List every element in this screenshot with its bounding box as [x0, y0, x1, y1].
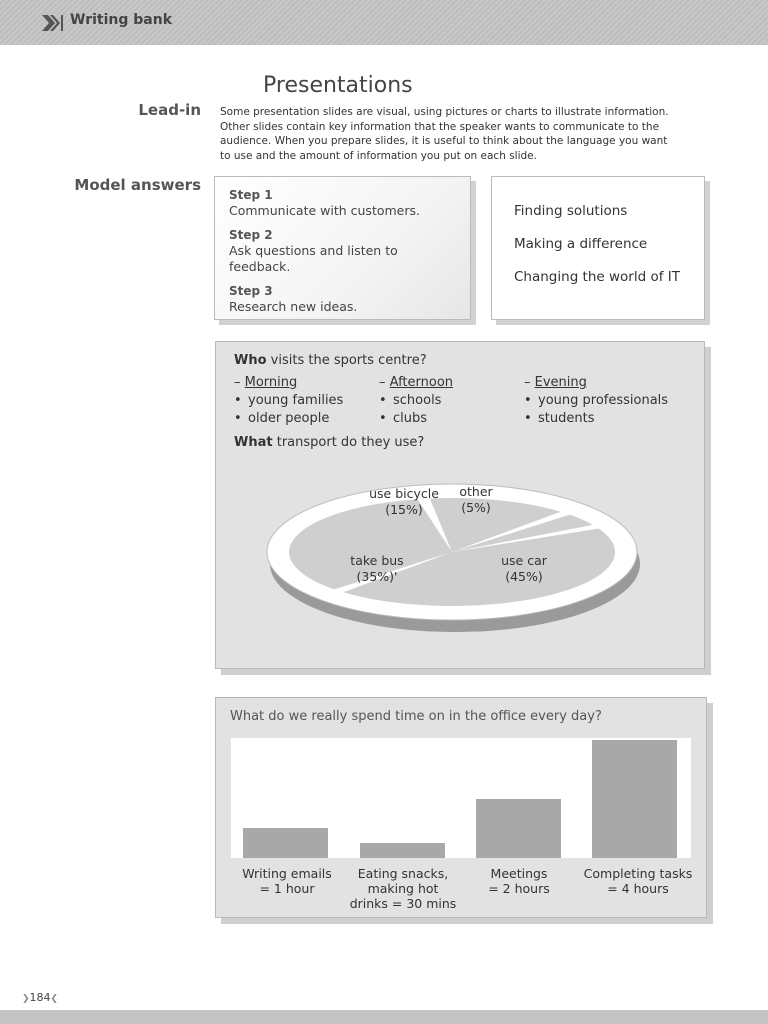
slide-title-item: Finding solutions [514, 203, 628, 219]
step-item [229, 283, 456, 315]
page-title: Presentations [263, 73, 413, 98]
bar-label: Eating snacks, making hot drinks = 30 mins [349, 866, 457, 911]
section-title: Writing bank [70, 12, 172, 28]
bar-label: Completing tasks = 4 hours [583, 866, 693, 896]
column-heading: Evening [534, 375, 587, 390]
column-heading: Morning [244, 375, 298, 390]
transport-pie-chart [262, 470, 662, 650]
bar-3 [476, 799, 561, 858]
who-question [234, 353, 427, 368]
pie-label-bus: take bus (35%)' [350, 553, 404, 584]
evening-column: – Evening • young professionals • students [524, 374, 668, 428]
list-item: • older people [234, 410, 343, 428]
office-time-slide [215, 697, 707, 918]
bar-label: Meetings = 2 hours [488, 866, 550, 896]
step-label: Step 3 [229, 284, 273, 298]
footer-bar [0, 1010, 768, 1024]
step-label: Step 2 [229, 228, 273, 242]
step-item [229, 227, 456, 275]
step-item [229, 187, 456, 219]
sports-centre-slide [215, 341, 705, 669]
morning-column: – Morning • young families • older people [234, 374, 343, 428]
bar-2 [360, 843, 445, 858]
step-text: Research new ideas. [229, 299, 358, 314]
office-bar-plot [231, 738, 691, 858]
who-question-bold: Who [234, 353, 267, 368]
slide-title-item: Making a difference [514, 236, 648, 252]
afternoon-column: – Afternoon • schools • clubs [379, 374, 453, 428]
list-item: • schools [379, 392, 453, 410]
lead-in-text: Some presentation slides are visual, using pictures or charts to illustrate information. Other slides contain key information that the speaker wants to communicate to the audience. When you prepare slides, it is useful to think about the language you want to use and the amount of information you put on each slide. [220, 106, 669, 162]
step-text: Ask questions and listen to feedback. [229, 243, 398, 274]
list-item: • clubs [379, 410, 453, 428]
list-item: • young professionals [524, 392, 668, 410]
what-question [234, 435, 424, 450]
office-chart-title: What do we really spend time on in the office every day? [230, 709, 602, 724]
pie-label-other: other (5%) [459, 484, 493, 515]
model-answers-label: Model answers [74, 176, 201, 194]
page-number: ❯184❮ [22, 991, 59, 1004]
who-question-rest: visits the sports centre? [266, 353, 427, 368]
pie-label-car: use car (45%) [501, 553, 547, 584]
bar-label: Writing emails = 1 hour [242, 866, 332, 896]
pie-label-bicycle: use bicycle (15%) [369, 486, 439, 517]
section-header-bar [0, 0, 768, 45]
column-heading: Afternoon [389, 375, 454, 390]
bar-4 [592, 740, 677, 858]
slide-title-item: Changing the world of IT [514, 269, 680, 285]
titles-slide [491, 176, 705, 320]
chevron-left-icon: ❮ [50, 994, 59, 1004]
step-text: Communicate with customers. [229, 203, 420, 218]
list-item: • students [524, 410, 668, 428]
lead-in-label: Lead-in [138, 101, 201, 119]
step-label: Step 1 [229, 188, 273, 202]
what-question-bold: What [234, 435, 273, 450]
double-chevron-right-icon [42, 13, 64, 33]
bar-1 [243, 828, 328, 858]
what-question-rest: transport do they use? [272, 435, 425, 450]
steps-slide [214, 176, 471, 320]
chevron-right-icon: ❯ [22, 994, 30, 1004]
list-item: • young families [234, 392, 343, 410]
